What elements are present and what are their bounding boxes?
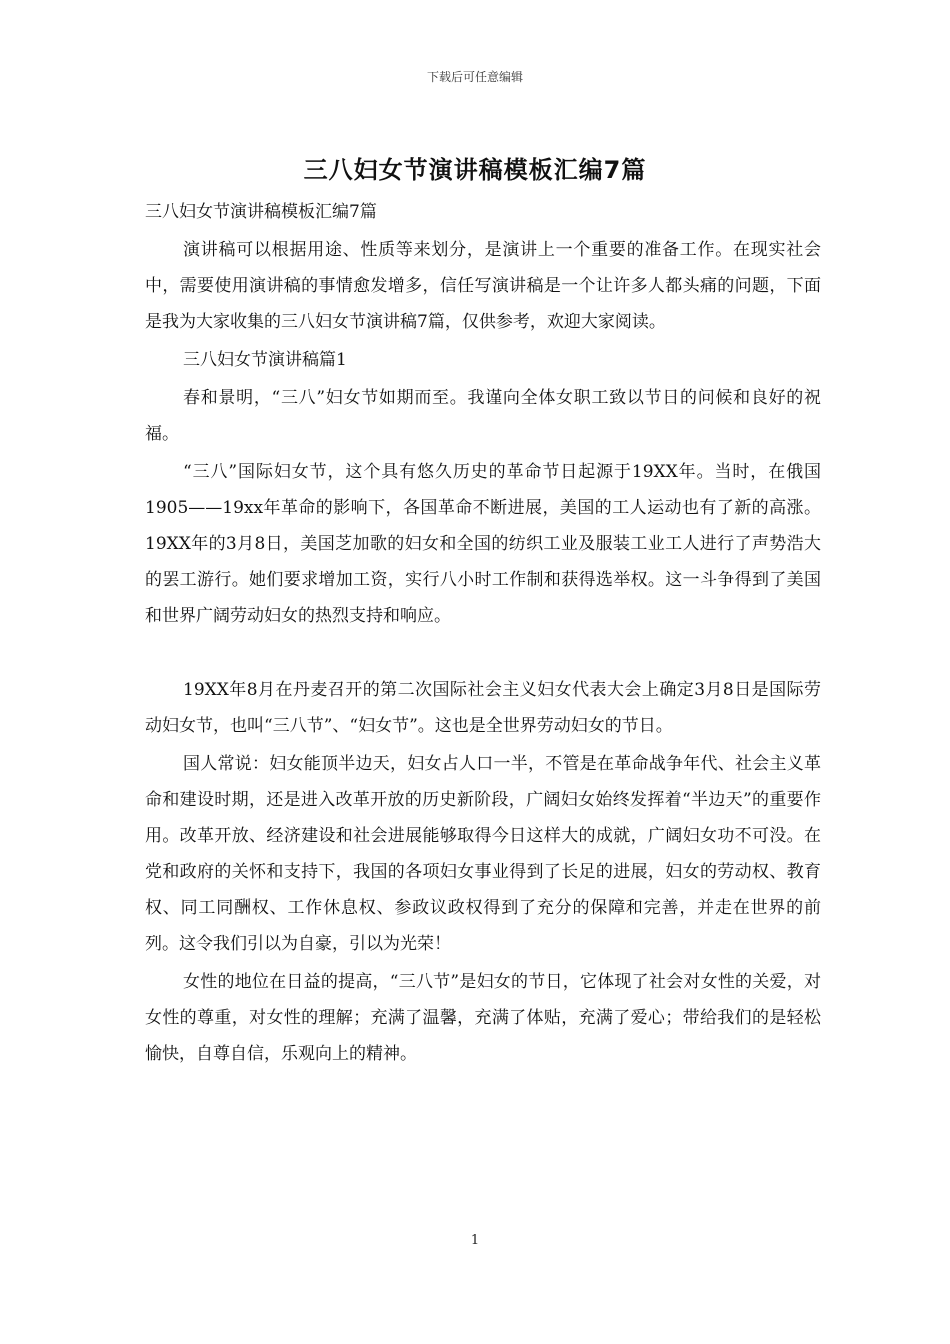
paragraph: 19XX年8月在丹麦召开的第二次国际社会主义妇女代表大会上确定3月8日是国际劳动妇女节，也叫“三八节”、“妇女节”。这也是全世界劳动妇女的节日。 <box>145 680 821 736</box>
paragraph: 春和景明，“三八”妇女节如期而至。我谨向全体女职工致以节日的问候和良好的祝福。 <box>145 388 821 444</box>
paragraph: 国人常说：妇女能顶半边天，妇女占人口一半，不管是在革命战争年代、社会主义革命和建设时期，还是进入改革开放的历史新阶段，广阔妇女始终发挥着“半边天”的重要作用。改革开放、经济建设和社会进展能够取得今日这样大的成就，广阔妇女功不可没。在党和政府的关怀和支持下，我国的各项妇女事业得到了长足的进展，妇女的劳动权、教育权、同工同酬权、工作休息权、参政议政权得到了充分的保障和完善，并走在世界的前列。这令我们引以为自豪，引以为光荣！ <box>145 754 821 954</box>
document-body <box>145 199 821 1074</box>
section-heading: 三八妇女节演讲稿篇1 <box>183 350 347 370</box>
page-number: 1 <box>470 1233 480 1248</box>
paragraph: “三八”国际妇女节，这个具有悠久历史的革命节日起源于19XX年。当时，在俄国1905——19xx年革命的影响下，各国革命不断进展，美国的工人运动也有了新的高涨。19XX年的3月8日，美国芝加歌的妇女和全国的纺织工业及服装工业工人进行了声势浩大的罢工游行。她们要求增加工资，实行八小时工作制和获得选举权。这一斗争得到了美国和世界广阔劳动妇女的热烈支持和响应。 <box>145 462 821 626</box>
paragraph: 女性的地位在日益的提高，“三八节”是妇女的节日，它体现了社会对女性的关爱，对女性的尊重，对女性的理解；充满了温馨，充满了体贴，充满了爱心；带给我们的是轻松愉快，自尊自信，乐观向上的精神。 <box>145 972 821 1064</box>
header-note: 下载后可任意编辑 <box>426 70 523 84</box>
document-subtitle: 三八妇女节演讲稿模板汇编7篇 <box>145 202 377 222</box>
paragraph-intro: 演讲稿可以根据用途、性质等来划分，是演讲上一个重要的准备工作。在现实社会中，需要使用演讲稿的事情愈发增多，信任写演讲稿是一个让许多人都头痛的问题，下面是我为大家收集的三八妇女节演讲稿7篇，仅供参考，欢迎大家阅读。 <box>145 240 821 332</box>
document-title: 三八妇女节演讲稿模板汇编7篇 <box>303 156 647 184</box>
